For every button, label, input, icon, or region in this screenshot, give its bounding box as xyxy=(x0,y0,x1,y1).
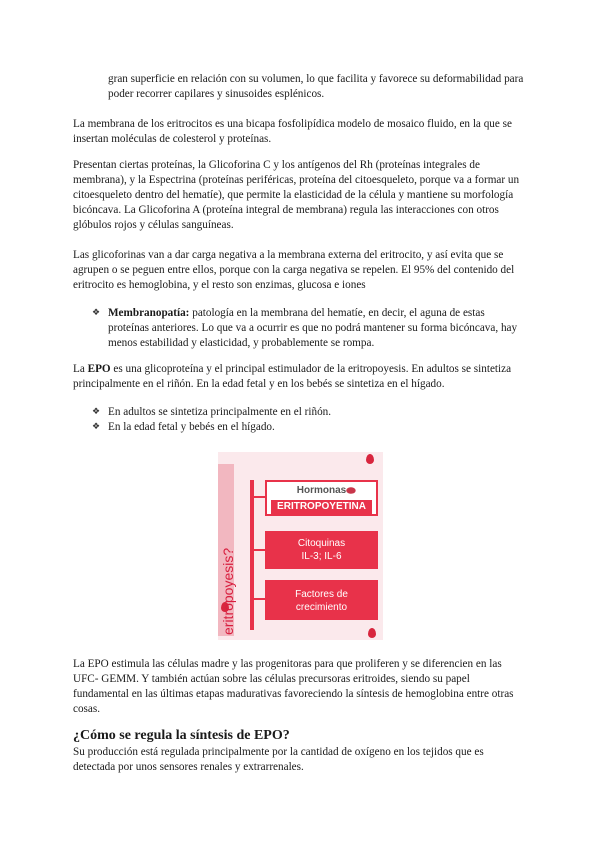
term-membranopatia: Membranopatía: xyxy=(108,307,190,319)
box-hormonas: Hormonas ⬬ ERITROPOYETINA xyxy=(265,480,378,516)
term-epo: EPO xyxy=(87,363,111,375)
paragraph-epo: La EPO es una glicoproteína y el principal estimulador de la eritropoyesis. En adultos se sintetiza principalmente en el riñón. En la edad fetal y en los bebés se sintetiza en el hígado. xyxy=(73,363,512,390)
definition-membranopatia: patología en la membrana del hematíe, en decir, el aguna de estas proteínas anteriores. Lo que va a ocurrir es que no podrá mantener su forma bicóncava, hay menos estabilidad y elasticidad, y probablemente se rompa. xyxy=(108,307,518,349)
diamond-bullet-icon: ❖ xyxy=(92,407,101,417)
drop-icon xyxy=(366,454,374,464)
paragraph-continuation: gran superficie en relación con su volumen, lo que facilita y favorece su deformabilidad para poder recorrer capilares y sinusoides esplénicos. xyxy=(108,73,524,100)
paragraph-membrane: La membrana de los eritrocitos es una bicapa fosfolipídica modelo de mosaico fluido, en la que se insertan moléculas de colesterol y proteínas. xyxy=(73,118,512,145)
drop-icon xyxy=(368,628,376,638)
paragraph-proteins: Presentan ciertas proteínas, la Glicoforina C y los antígenos del Rh (proteínas integrales de membrana), y la Espectrina (proteínas periféricas, proteína del citoesqueleto, porque va a formar un citoesqueleto dentro del hematíe), que permite la elasticidad de la célula y mantiene su morfología bicóncava. La Glicoforina A (proteína integral de membrana) regula las interacciones con otros glóbulos rojos y células sanguíneas. xyxy=(73,159,520,231)
box-factores: Factores de crecimiento xyxy=(265,580,378,620)
figure-vertical-label: eritropoyesis? xyxy=(220,547,236,635)
paragraph-regulacion: Su producción está regulada principalmente por la cantidad de oxígeno en los tejidos que es detectada por unos sensores renales y extrarrenales. xyxy=(73,746,484,773)
diamond-bullet-icon: ❖ xyxy=(92,422,101,432)
connector-bar xyxy=(250,480,254,630)
list-item-membranopatia xyxy=(92,306,528,351)
list-item-fetal: ❖ En la edad fetal y bebés en el hígado. xyxy=(92,421,275,433)
box-citoquinas: Citoquinas IL-3; IL-6 xyxy=(265,531,378,569)
diamond-bullet-icon: ❖ xyxy=(92,308,101,318)
list-item-adultos: ❖ En adultos se sintetiza principalmente en el riñón. xyxy=(92,406,332,418)
paragraph-glicoforinas: Las glicoforinas van a dar carga negativa a la membrana externa del eritrocito, y así evita que se agrupen o se peguen entre ellos, porque con la carga negativa se repelen. El 95% del contenido del eritrocito es hemoglobina, y el resto son enzimas, glucosa e iones xyxy=(73,249,515,291)
kidney-icon: ⬬ xyxy=(346,484,356,497)
section-heading: ¿Cómo se regula la síntesis de EPO? xyxy=(73,728,290,743)
eritropoyesis-figure xyxy=(218,452,383,640)
paragraph-epo-estimula: La EPO estimula las células madre y las progenitoras para que proliferen y se diferencien en las UFC- GEMM. Y también actúan sobre las células precursoras eritroides, siendo su papel fundamental en las últimas etapas madurativas favoreciendo la síntesis de hemoglobina entre otras cosas. xyxy=(73,658,514,715)
